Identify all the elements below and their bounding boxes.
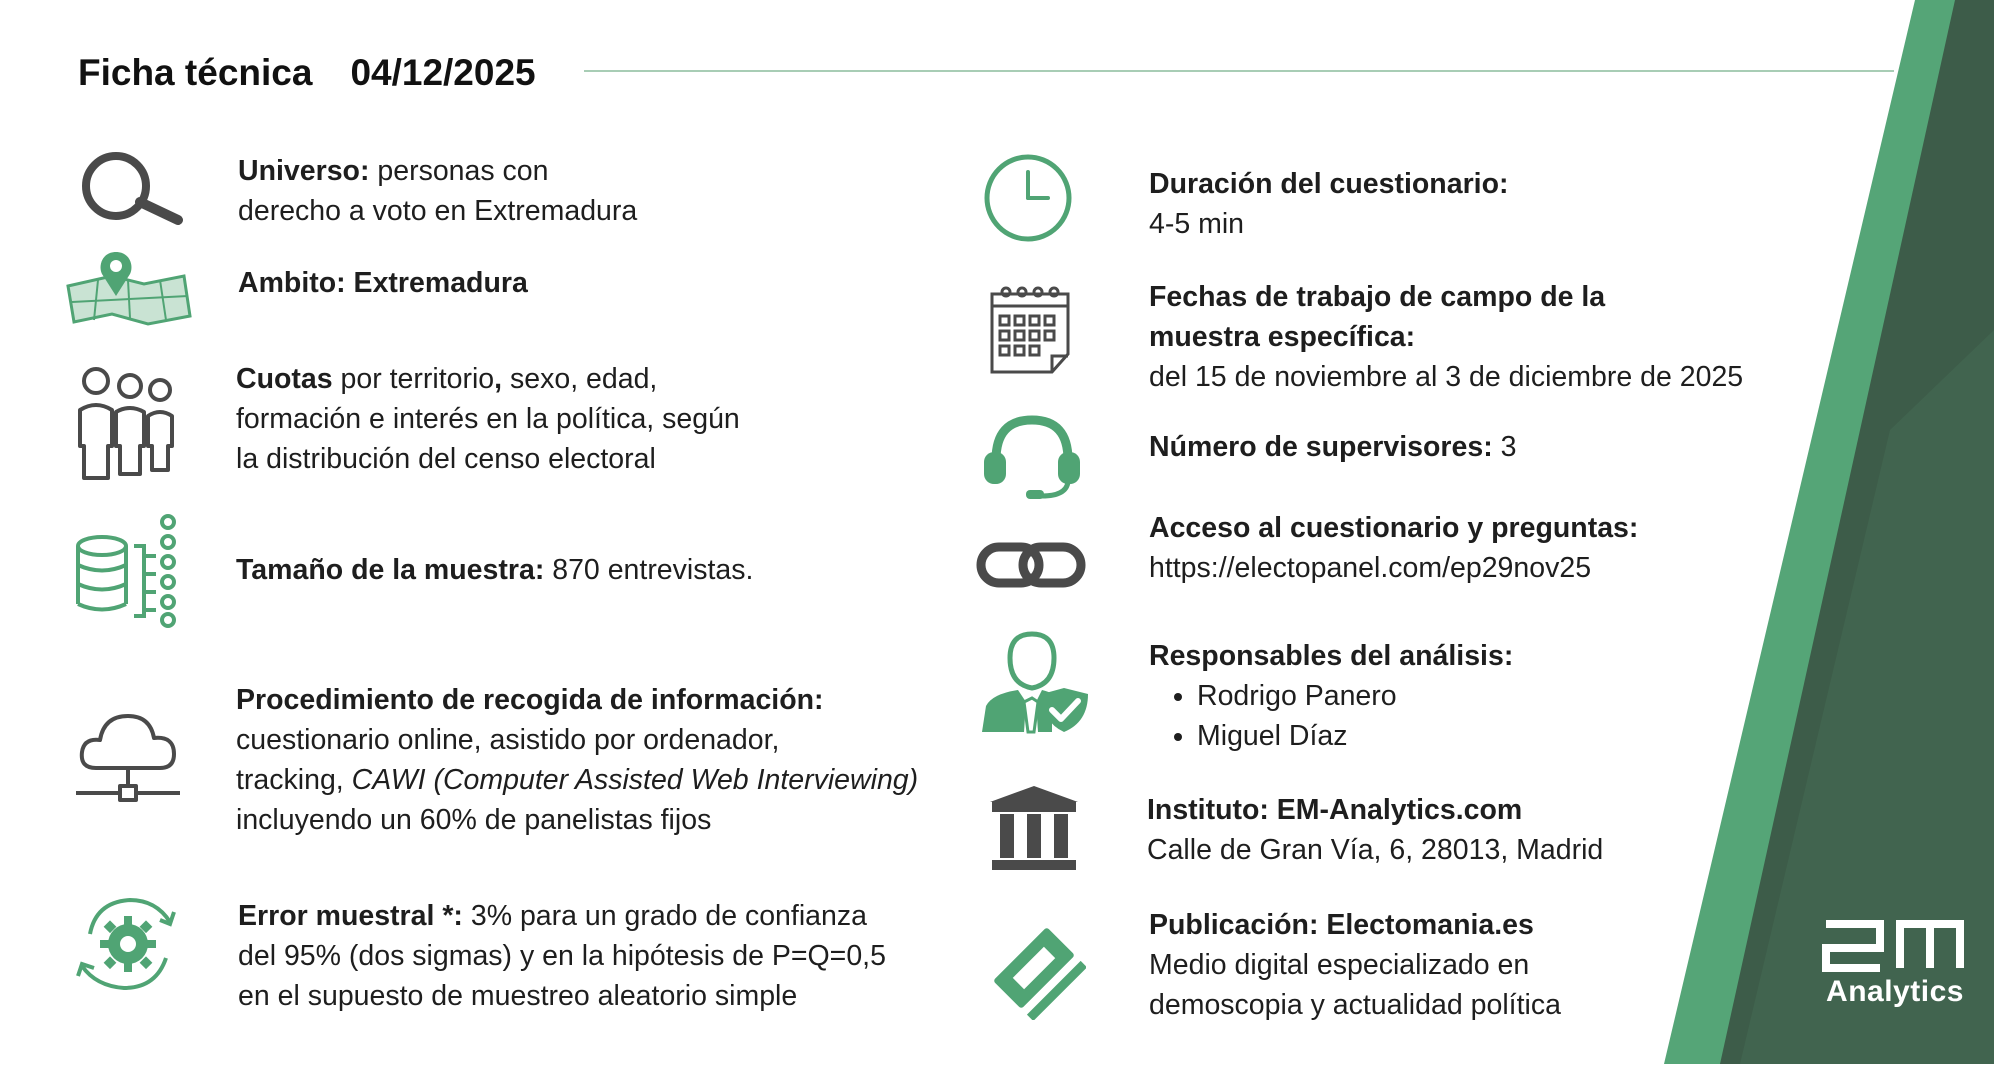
fechas-label2: muestra específica: xyxy=(1149,321,1416,353)
em-logo-icon xyxy=(1820,918,1966,972)
title-date: 04/12/2025 xyxy=(350,52,536,93)
list-item: • Miguel Díaz xyxy=(1197,716,1513,756)
title-text: Ficha técnica xyxy=(78,52,313,93)
ambito-block xyxy=(238,263,528,303)
procedimiento-text2b: CAWI (Computer Assisted Web Interviewing) xyxy=(351,764,919,796)
procedimiento-text3: incluyendo un 60% de panelistas fijos xyxy=(236,804,712,836)
error-block xyxy=(238,896,886,1016)
headset-icon xyxy=(982,412,1082,500)
institution-icon xyxy=(990,784,1078,872)
cuotas-text3: la distribución del censo electoral xyxy=(236,443,656,475)
publicacion-label: Publicación: Electomania.es xyxy=(1149,909,1534,941)
error-label: Error muestral *: xyxy=(238,900,463,932)
procedimiento-text2a: tracking, xyxy=(236,764,352,796)
ambito-label: Ambito: Extremadura xyxy=(238,267,528,299)
universo-block xyxy=(238,151,637,231)
universo-label: Universo: xyxy=(238,155,370,187)
cuotas-comma: , xyxy=(494,363,503,395)
header-divider xyxy=(584,70,1894,72)
acceso-url[interactable]: https://electopanel.com/ep29nov25 xyxy=(1149,552,1592,584)
instituto-block xyxy=(1147,790,1603,870)
tamano-label: Tamaño de la muestra: xyxy=(236,554,545,586)
fechas-label1: Fechas de trabajo de campo de la xyxy=(1149,281,1606,313)
supervisores-text: 3 xyxy=(1492,431,1517,463)
cuotas-text1a: por territorio xyxy=(332,363,495,395)
instituto-label: Instituto: EM-Analytics.com xyxy=(1147,794,1523,826)
responsables-label: Responsables del análisis: xyxy=(1149,640,1514,672)
tamano-text: 870 entrevistas. xyxy=(544,554,754,586)
universo-text2: derecho a voto en Extremadura xyxy=(238,195,638,227)
procedimiento-block xyxy=(236,680,918,840)
publicacion-text2: demoscopia y actualidad política xyxy=(1149,989,1561,1021)
cloud-network-icon xyxy=(74,706,184,806)
procedimiento-label: Procedimiento de recogida de información: xyxy=(236,684,824,716)
user-shield-icon xyxy=(980,628,1090,734)
map-pin-icon xyxy=(64,250,194,330)
duracion-text: 4-5 min xyxy=(1149,208,1245,240)
people-icon xyxy=(74,366,180,480)
list-item: • Rodrigo Panero xyxy=(1197,676,1513,716)
procedimiento-text1: cuestionario online, asistido por ordenador, xyxy=(236,724,780,756)
clock-icon xyxy=(982,152,1074,244)
error-text1: 3% para un grado de confianza xyxy=(462,900,867,932)
fechas-block xyxy=(1149,277,1743,397)
cuotas-block xyxy=(236,359,740,479)
duracion-block xyxy=(1149,164,1508,244)
cuotas-text1b: sexo, edad, xyxy=(502,363,658,395)
error-text3: en el supuesto de muestreo aleatorio simple xyxy=(238,980,798,1012)
supervisores-block xyxy=(1149,427,1516,467)
publicacion-text1: Medio digital especializado en xyxy=(1149,949,1530,981)
calendar-icon xyxy=(988,284,1072,376)
database-icon xyxy=(74,512,186,628)
supervisores-label: Número de supervisores: xyxy=(1149,431,1493,463)
instituto-text: Calle de Gran Vía, 6, 28013, Madrid xyxy=(1147,834,1604,866)
universo-text1: personas con xyxy=(369,155,549,187)
duracion-label: Duración del cuestionario: xyxy=(1149,168,1509,200)
search-icon xyxy=(78,150,184,226)
error-text2: del 95% (dos sigmas) y en la hipótesis de P=Q=0,5 xyxy=(238,940,886,972)
responsables-list xyxy=(1149,676,1513,756)
fechas-text: del 15 de noviembre al 3 de diciembre de 2025 xyxy=(1149,361,1744,393)
tamano-block xyxy=(236,550,753,590)
responsables-block xyxy=(1149,636,1513,756)
cuotas-label: Cuotas xyxy=(236,363,333,395)
ticket-tag-icon xyxy=(982,916,1086,1020)
page-title xyxy=(78,52,536,94)
chain-link-icon xyxy=(976,542,1086,588)
logo-subtitle: Analytics xyxy=(1826,975,1964,1008)
gear-cycle-icon xyxy=(70,894,184,994)
publicacion-block xyxy=(1149,905,1561,1025)
cuotas-text2: formación e interés en la política, según xyxy=(236,403,740,435)
acceso-block xyxy=(1149,508,1638,588)
acceso-label: Acceso al cuestionario y preguntas: xyxy=(1149,512,1639,544)
